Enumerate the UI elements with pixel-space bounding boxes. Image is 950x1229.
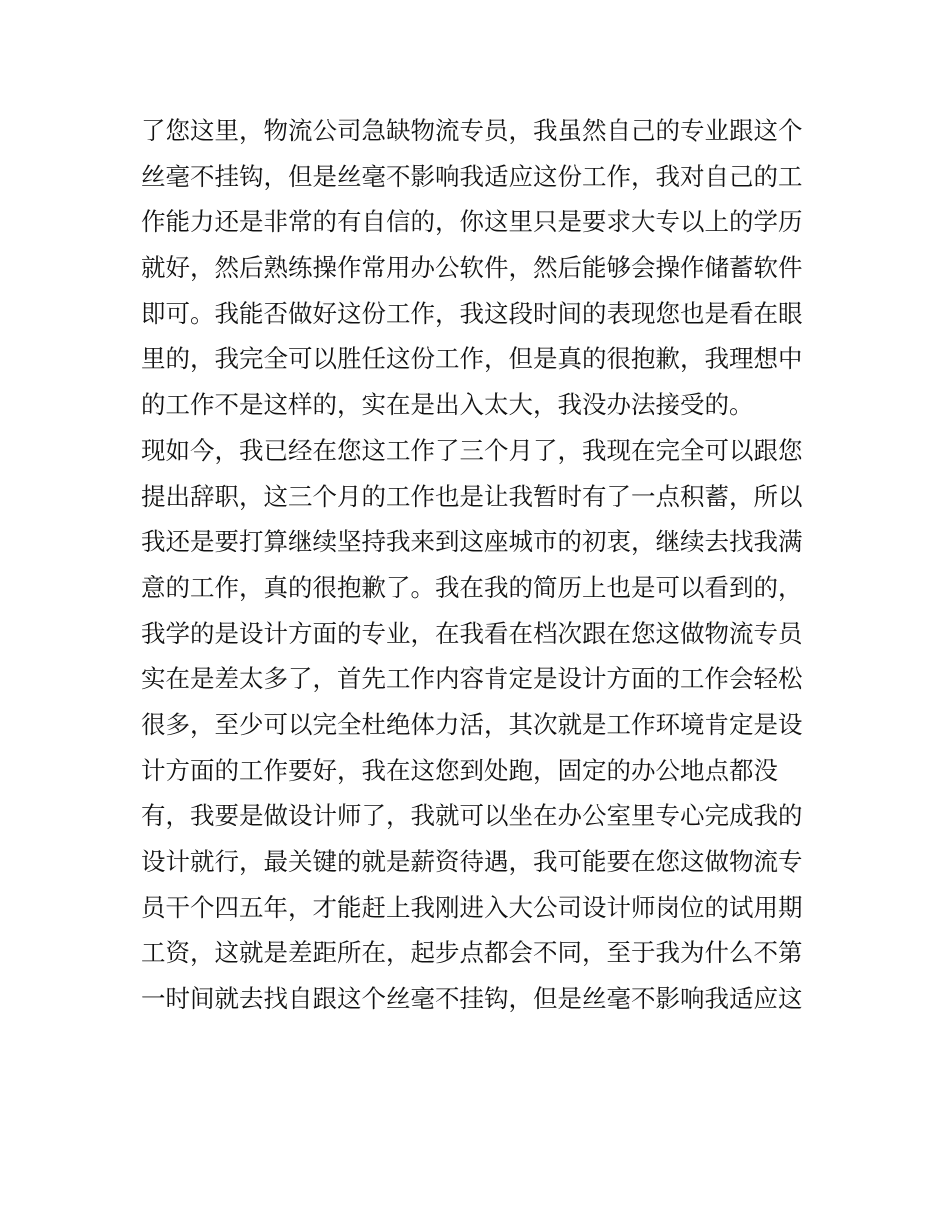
text-line: 现如今，我已经在您这工作了三个月了，我现在完全可以跟您 [141, 435, 803, 465]
body-text [141, 108, 821, 1022]
text-line: 里的，我完全可以胜任这份工作，但是真的很抱歉，我理想中 [141, 344, 803, 374]
text-line: 设计就行，最关键的就是薪资待遇，我可能要在您这做物流专 [141, 847, 803, 876]
text-line: 就好，然后熟练操作常用办公软件，然后能够会操作储蓄软件 [141, 253, 803, 283]
text-line: 即可。我能否做好这份工作，我这段时间的表现您也是看在眼 [141, 298, 803, 328]
text-line: 有，我要是做设计师了，我就可以坐在办公室里专心完成我的 [141, 801, 803, 831]
text-line: 计方面的工作要好，我在这您到处跑，固定的办公地点都没 [141, 755, 778, 785]
text-line: 一时间就去找自跟这个丝毫不挂钩，但是丝毫不影响我适应这 [141, 984, 803, 1014]
text-line: 员干个四五年，才能赶上我刚进入大公司设计师岗位的试用期 [141, 892, 803, 922]
text-line: 提出辞职，这三个月的工作也是让我暂时有了一点积蓄，所以 [141, 481, 803, 511]
text-line: 的工作不是这样的，实在是出入太大，我没办法接受的。 [141, 390, 754, 420]
text-line: 我还是要打算继续坚持我来到这座城市的初衷，继续去找我满 [141, 527, 803, 557]
text-line: 工资，这就是差距所在，起步点都会不同，至于我为什么不第 [141, 938, 803, 968]
text-line: 实在是差太多了，首先工作内容肯定是设计方面的工作会轻松 [141, 664, 803, 694]
text-line: 丝毫不挂钩，但是丝毫不影响我适应这份工作，我对自己的工 [141, 161, 803, 191]
text-line: 我学的是设计方面的专业，在我看在档次跟在您这做物流专员 [141, 618, 803, 648]
text-line: 意的工作，真的很抱歉了。我在我的简历上也是可以看到的， [141, 572, 803, 602]
text-line: 作能力还是非常的有自信的，你这里只是要求大专以上的学历 [141, 207, 803, 237]
text-line: 了您这里，物流公司急缺物流专员，我虽然自己的专业跟这个 [141, 116, 803, 145]
text-line: 很多，至少可以完全杜绝体力活，其次就是工作环境肯定是设 [141, 709, 803, 739]
